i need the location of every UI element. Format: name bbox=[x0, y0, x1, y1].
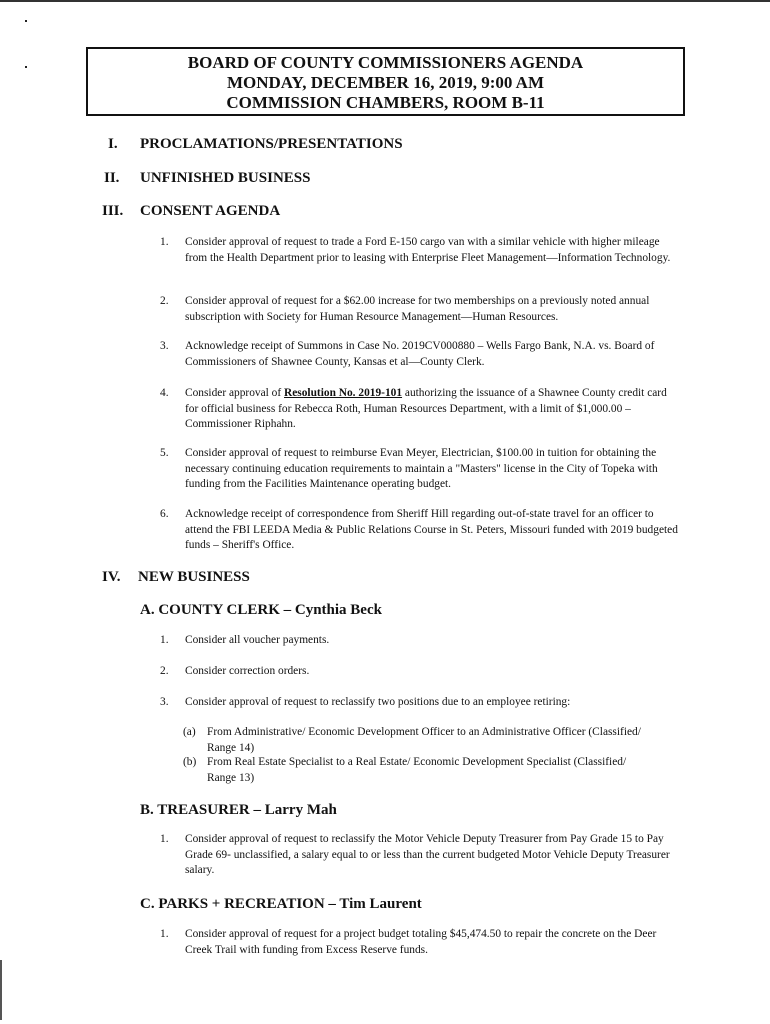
subsection-treasurer: B. TREASURER – Larry Mah bbox=[140, 802, 337, 818]
item-number: 1. bbox=[160, 928, 169, 940]
section-number: III. bbox=[102, 203, 124, 219]
item-text: Acknowledge receipt of correspondence from Sheriff Hill regarding out-of-state travel for an officer to attend the FBI LEEDA Media & Public Relations Course in St. Peters, Missouri funded with 2019 budgeted funds – Sheriff's Office. bbox=[185, 508, 678, 551]
scan-dot bbox=[25, 20, 27, 22]
agenda-date: MONDAY, DECEMBER 16, 2019, 9:00 AM bbox=[226, 73, 545, 92]
item-number: 2. bbox=[160, 665, 169, 677]
item-text: Consider approval of request to trade a Ford E-150 cargo van with a similar vehicle with higher mileage from the Health Department prior to leasing with Enterprise Fleet Management—Information Technology. bbox=[185, 236, 671, 264]
item-text: Consider all voucher payments. bbox=[185, 634, 330, 646]
item-number: 1. bbox=[160, 634, 169, 646]
item-number: 1. bbox=[160, 833, 169, 845]
item-text-pre: Consider approval of bbox=[185, 387, 285, 399]
section-number: II. bbox=[104, 170, 120, 186]
item-text: Consider approval of request to reclassify the Motor Vehicle Deputy Treasurer from Pay Grade 15 to Pay Grade 69- unclassified, a salary equal to or less than the current budgeted Motor Vehicle Deputy Treasurer salary. bbox=[185, 833, 670, 876]
subitem-text: From Real Estate Specialist to a Real Estate/ Economic Development Specialist (Classified/ Range 13) bbox=[207, 756, 627, 784]
item-text: Consider approval of request for a project budget totaling $45,474.50 to repair the concrete on the Deer Creek Trail with funding from Excess Reserve funds. bbox=[185, 928, 657, 956]
item-text: Consider correction orders. bbox=[185, 665, 310, 677]
section-title: UNFINISHED BUSINESS bbox=[140, 170, 311, 186]
item-text: Consider approval of request for a $62.00 increase for two memberships on a previously noted annual subscription with Society for Human Resource Management—Human Resources. bbox=[185, 295, 650, 323]
item-number: 6. bbox=[160, 508, 169, 520]
item-number: 1. bbox=[160, 236, 169, 248]
section-number: IV. bbox=[102, 569, 121, 585]
item-text-post: authorizing the issuance of a Shawnee County credit card for official business for Rebecca Roth, Human Resources Department, with a limit of $1,000.00 – Commissioner Riphahn. bbox=[185, 387, 667, 430]
section-title: CONSENT AGENDA bbox=[140, 203, 281, 219]
item-text bbox=[185, 386, 680, 433]
scan-edge-left bbox=[0, 960, 2, 1020]
agenda-location: COMMISSION CHAMBERS, ROOM B-11 bbox=[226, 93, 545, 112]
item-number: 2. bbox=[160, 295, 169, 307]
item-text: Acknowledge receipt of Summons in Case No. 2019CV000880 – Wells Fargo Bank, N.A. vs. Board of Commissioners of Shawnee County, Kansas et al—County Clerk. bbox=[185, 340, 655, 368]
item-number: 5. bbox=[160, 447, 169, 459]
agenda-title-box bbox=[86, 47, 685, 116]
subsection-parks-recreation: C. PARKS + RECREATION – Tim Laurent bbox=[140, 896, 422, 912]
subitem-text: From Administrative/ Economic Development Officer to an Administrative Officer (Classified/ Range 14) bbox=[207, 726, 641, 754]
scan-mark-top bbox=[0, 0, 770, 2]
subitem-letter: (b) bbox=[183, 756, 197, 768]
item-number: 3. bbox=[160, 340, 169, 352]
section-title: NEW BUSINESS bbox=[138, 569, 250, 585]
agenda-title: BOARD OF COUNTY COMMISSIONERS AGENDA bbox=[187, 53, 584, 72]
resolution-link[interactable]: Resolution No. 2019-101 bbox=[284, 387, 403, 399]
scan-dot bbox=[25, 66, 27, 68]
subsection-county-clerk: A. COUNTY CLERK – Cynthia Beck bbox=[140, 602, 382, 618]
subitem-letter: (a) bbox=[183, 726, 196, 738]
section-title: PROCLAMATIONS/PRESENTATIONS bbox=[140, 136, 403, 152]
section-number: I. bbox=[108, 136, 118, 152]
item-number: 4. bbox=[160, 387, 169, 399]
item-text: Consider approval of request to reclassify two positions due to an employee retiring: bbox=[185, 696, 571, 708]
item-number: 3. bbox=[160, 696, 169, 708]
item-text: Consider approval of request to reimburse Evan Meyer, Electrician, $100.00 in tuition for obtaining the necessary continuing education requirements to maintain a "Masters" license in the City of Topeka with funding from the Facilities Maintenance operating budget. bbox=[185, 447, 658, 490]
